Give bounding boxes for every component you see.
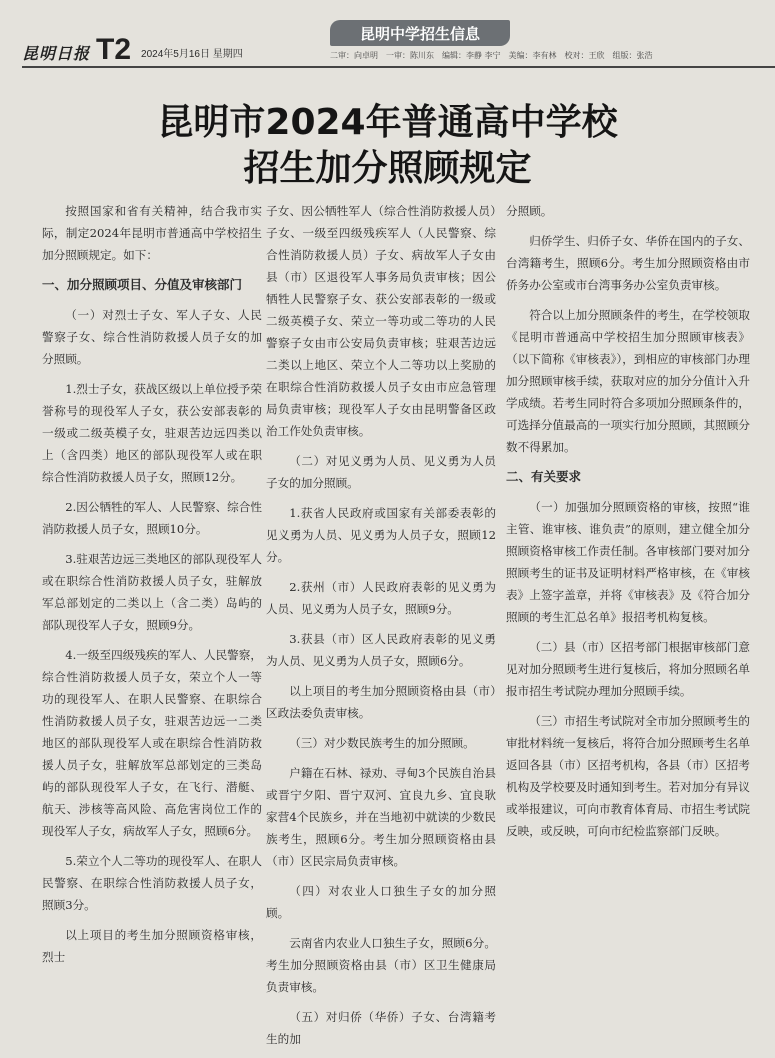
paragraph: （二）县（市）区招考部门根据审核部门意见对加分照顾考生进行复核后，将加分照顾名单报市招生考试院办理加分照顾手续。 (506, 640, 750, 698)
issue-date: 2024年5月16日 星期四 (141, 49, 243, 60)
paragraph: 2.获州（市）人民政府表彰的见义勇为人员、见义勇为人员子女，照顾9分。 (266, 580, 496, 616)
paragraph: 符合以上加分照顾条件的考生，在学校领取《昆明市普通高中学校招生加分照顾审核表》（以下简称《审核表》），到相应的审核部门办理加分照顾审核手续，获取对应的加分分值计入升学成绩。若考生同时符合多项加分照顾条件的，可选择分值最高的一项实行加分照顾，其照顾分数不得累加。 (506, 308, 750, 454)
paragraph: 3.驻艰苦边远三类地区的部队现役军人或在职综合性消防救援人员子女，驻解放军总部划定的二类以上（含二类）岛屿的部队现役军人子女，照顾9分。 (42, 552, 262, 632)
column-1 (42, 200, 262, 976)
paragraph: （三）对少数民族考生的加分照顾。 (289, 736, 475, 750)
paragraph: 子女、因公牺牲军人（综合性消防救援人员）子女、一级至四级残疾军人（人民警察、综合性消防救援人员）子女、病故军人子女由县（市）区退役军人事务局负责审核；因公牺牲人民警察子女、获公安部表彰的一级或二级英模子女、荣立一等功或二等功的人民警察子女由市公安局负责审核；驻艰苦边远二类以上地区、荣立个人二等功以上奖励的在职综合性消防救援人员子女由市应急管理局负责审核；现役军人子女由昆明警备区政治工作处负责审核。 (266, 204, 496, 438)
paragraph: 归侨学生、归侨子女、华侨在国内的子女、台湾籍考生，照顾6分。考生加分照顾资格由市侨务办公室或市台湾事务办公室负责审核。 (506, 234, 750, 292)
paragraph: 5.荣立个人二等功的现役军人、在职人民警察、在职综合性消防救援人员子女，照顾3分。 (42, 854, 262, 912)
title-line-2: 招生加分照顾规定 (243, 148, 532, 189)
section-heading: 二、有关要求 (506, 469, 582, 484)
paragraph: 云南省内农业人口独生子女，照顾6分。考生加分照顾资格由县（市）区卫生健康局负责审核。 (266, 936, 496, 994)
paragraph: 4.一级至四级残疾的军人、人民警察，综合性消防救援人员子女，荣立个人一等功的现役军人、在职人民警察、在职综合性消防救援人员子女，驻艰苦边远一二类地区的部队现役军人或在职综合性消防救援人员子女，驻解放军总部划定的三类岛屿的部队现役军人子女，在飞行、潜艇、航天、涉核等高风险、高危害岗位工作的现役军人子女，病故军人子女，照顾6分。 (42, 648, 262, 838)
column-3 (506, 200, 750, 850)
newspaper-logo: 昆明日报 (22, 44, 91, 63)
paragraph: （一）对烈士子女、军人子女、人民警察子女、综合性消防救援人员子女的加分照顾。 (42, 308, 262, 366)
masthead (22, 24, 243, 64)
paragraph: 户籍在石林、禄劝、寻甸3个民族自治县或晋宁夕阳、晋宁双河、宜良九乡、宜良耿家营4个民族乡，并在当地初中就读的少数民族考生，照顾6分。考生加分照顾资格由县（市）区民宗局负责审核。 (266, 766, 496, 868)
header-divider (22, 66, 775, 68)
paragraph: 以上项目的考生加分照顾资格审核，烈士 (42, 928, 262, 964)
article-title (0, 100, 775, 192)
paragraph: 1.获省人民政府或国家有关部委表彰的见义勇为人员、见义勇为人员子女，照顾12分。 (266, 506, 496, 564)
paragraph: 3.获县（市）区人民政府表彰的见义勇为人员、见义勇为人员子女，照顾6分。 (266, 632, 496, 668)
paragraph: 以上项目的考生加分照顾资格由县（市）区政法委负责审核。 (266, 684, 496, 720)
paragraph: （五）对归侨（华侨）子女、台湾籍考生的加 (266, 1010, 496, 1046)
title-line-1: 昆明市2024年普通高中学校 (157, 102, 618, 143)
section-heading: 一、加分照顾项目、分值及审核部门 (42, 277, 243, 292)
column-2 (266, 200, 496, 1058)
paragraph: 按照国家和省有关精神，结合我市实际，制定2024年昆明市普通高中学校招生加分照顾规定。如下： (42, 204, 262, 262)
paragraph: （四）对农业人口独生子女的加分照顾。 (266, 884, 496, 920)
editor-credits: 二审：向卓明 一审：陈川东 编辑：李静 李宁 美编：李有林 校对：王欣 组版：张浩 (330, 51, 653, 60)
paragraph: 分照顾。 (506, 204, 553, 218)
page-number: T2 (96, 33, 132, 66)
section-banner: 昆明中学招生信息 (330, 20, 510, 46)
paragraph: 2.因公牺牲的军人、人民警察、综合性消防救援人员子女，照顾10分。 (42, 500, 262, 536)
paragraph: （一）加强加分照顾资格的审核，按照“谁主管、谁审核、谁负责”的原则，建立健全加分照顾资格审核工作责任制。各审核部门要对加分照顾考生的证书及证明材料严格审核，在《审核表》上签字盖章，并将《审核表》及《符合加分照顾的考生汇总名单》报招考机构复核。 (506, 500, 750, 624)
paragraph: 1.烈士子女，获战区级以上单位授予荣誉称号的现役军人子女，获公安部表彰的一级或二级英模子女，驻艰苦边远四类以上（含四类）地区的部队现役军人或在职综合性消防救援人员子女，照顾12分。 (42, 382, 262, 484)
paragraph: （二）对见义勇为人员、见义勇为人员子女的加分照顾。 (266, 454, 496, 490)
paragraph: （三）市招生考试院对全市加分照顾考生的审批材料统一复核后，将符合加分照顾考生名单返回各县（市）区招考机构，各县（市）区招考机构及学校要及时通知到考生。若对加分有异议或举报建议，可向市教育体育局、市招生考试院反映，或反映，可向市纪检监察部门反映。 (506, 714, 750, 838)
